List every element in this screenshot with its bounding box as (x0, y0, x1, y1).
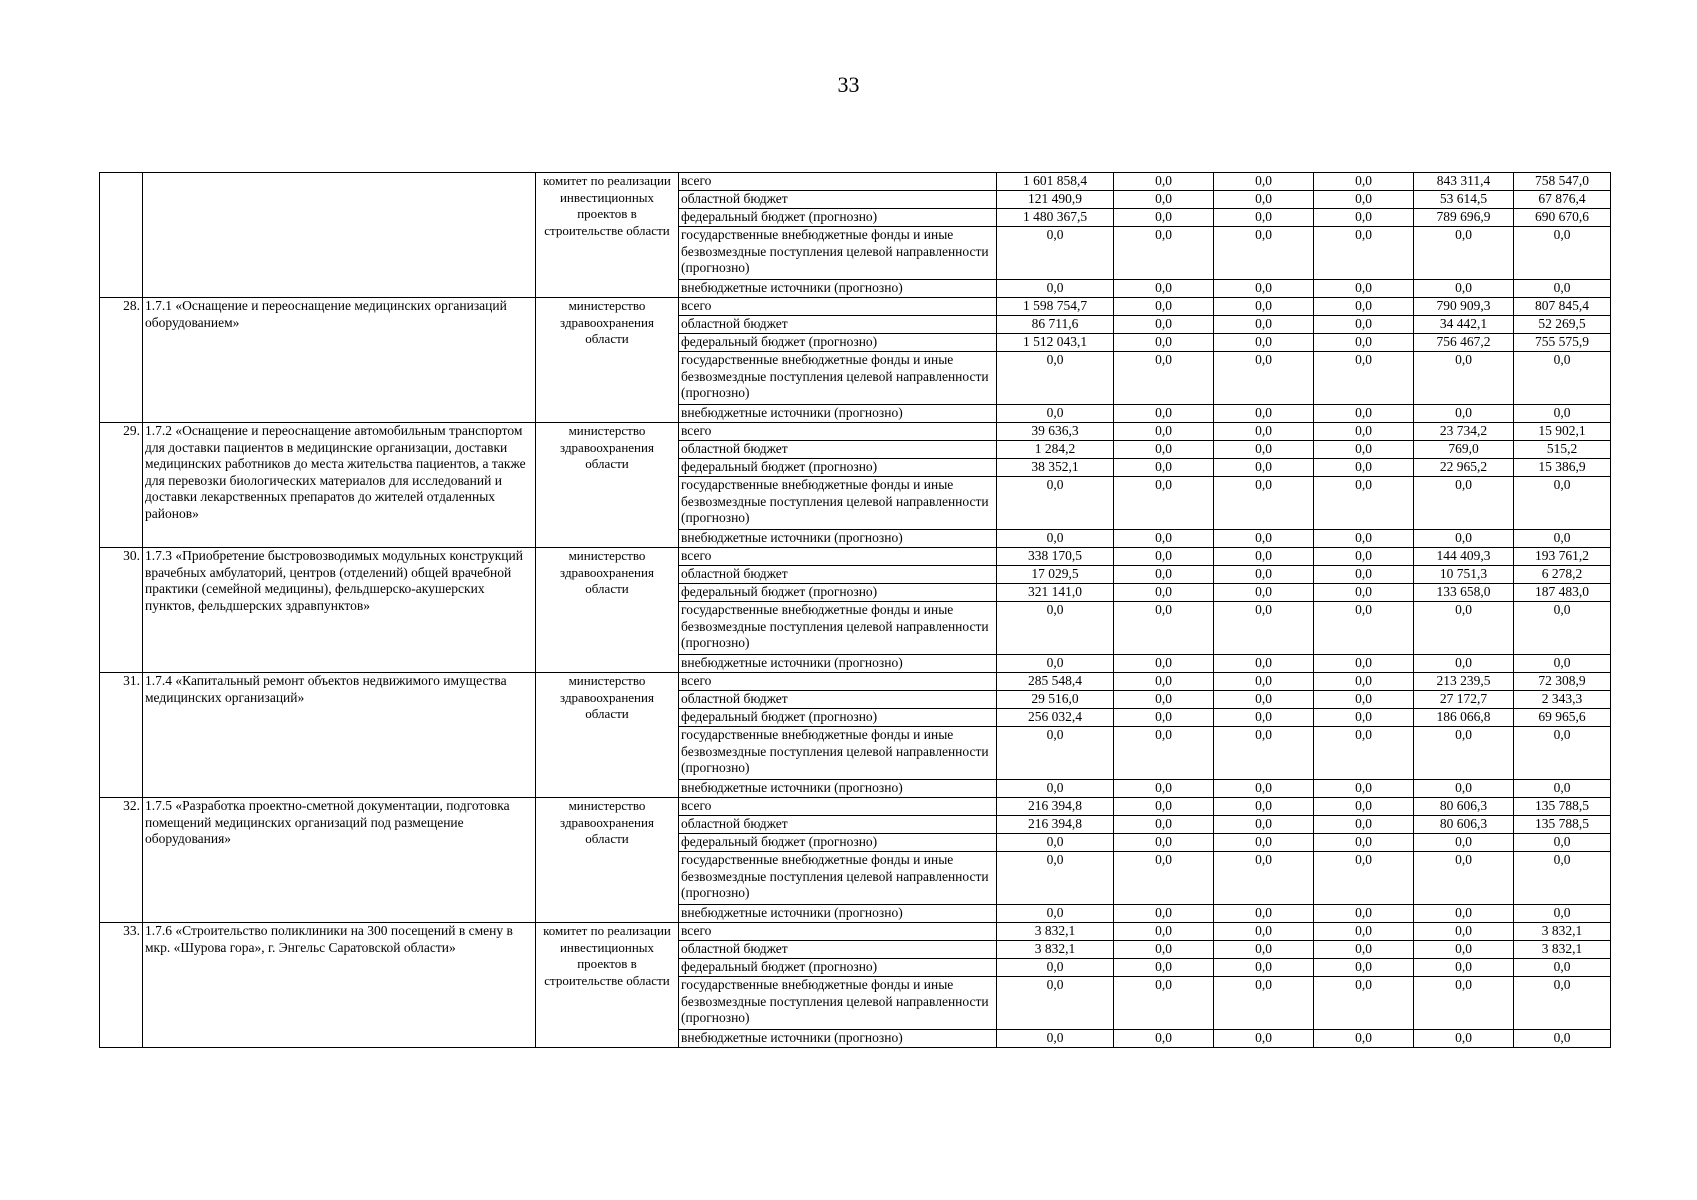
value-year: 22 965,2 (1414, 459, 1514, 477)
funding-source: всего (679, 423, 997, 441)
value-year: 0,0 (1114, 584, 1214, 602)
funding-source: внебюджетные источники (прогнозно) (679, 905, 997, 923)
value-total: 0,0 (997, 477, 1114, 530)
value-year: 0,0 (1114, 548, 1214, 566)
value-year: 0,0 (1414, 655, 1514, 673)
value-year: 0,0 (1314, 780, 1414, 798)
value-year: 0,0 (1514, 405, 1611, 423)
funding-source: областной бюджет (679, 191, 997, 209)
row-number: 31. (100, 673, 143, 798)
value-year: 0,0 (1214, 173, 1314, 191)
funding-source: внебюджетные источники (прогнозно) (679, 280, 997, 298)
funding-source: всего (679, 173, 997, 191)
funding-source: областной бюджет (679, 441, 997, 459)
activity-name: 1.7.2 «Оснащение и переоснащение автомобильным транспортом для доставки пациентов в медицинские организации, доставки медицинских работников до места жительства пациентов, а также для перевозки биологических материалов для исследований и доставки лекарственных препаратов до жителей отдаленных районов» (143, 423, 536, 548)
value-year: 0,0 (1214, 709, 1314, 727)
funding-source: федеральный бюджет (прогнозно) (679, 584, 997, 602)
value-year: 0,0 (1114, 673, 1214, 691)
row-number (100, 173, 143, 298)
row-number: 33. (100, 923, 143, 1048)
value-year: 0,0 (1514, 834, 1611, 852)
value-year: 0,0 (1414, 834, 1514, 852)
value-year: 0,0 (1314, 655, 1414, 673)
value-year: 0,0 (1114, 977, 1214, 1030)
page-number: 33 (837, 72, 860, 97)
value-year: 0,0 (1414, 405, 1514, 423)
row-number: 32. (100, 798, 143, 923)
funding-source: федеральный бюджет (прогнозно) (679, 209, 997, 227)
value-year: 0,0 (1114, 602, 1214, 655)
value-year: 0,0 (1314, 834, 1414, 852)
funding-source: всего (679, 798, 997, 816)
value-year: 0,0 (1514, 905, 1611, 923)
value-year: 53 614,5 (1414, 191, 1514, 209)
table-row (100, 173, 1611, 191)
funding-source: внебюджетные источники (прогнозно) (679, 780, 997, 798)
value-year: 0,0 (1214, 691, 1314, 709)
funding-source: государственные внебюджетные фонды и иные безвозмездные поступления целевой направленности (прогнозно) (679, 852, 997, 905)
activity-name: 1.7.3 «Приобретение быстровозводимых модульных конструкций врачебных амбулаторий, центров (отделений) общей врачебной практики (семейной медицины), фельдшерско-акушерских пунктов, фельдшерских здравпунктов» (143, 548, 536, 673)
value-year: 0,0 (1414, 727, 1514, 780)
value-total: 216 394,8 (997, 798, 1114, 816)
table-row (100, 923, 1611, 941)
value-year: 0,0 (1114, 227, 1214, 280)
value-year: 0,0 (1114, 280, 1214, 298)
funding-source: государственные внебюджетные фонды и иные безвозмездные поступления целевой направленности (прогнозно) (679, 602, 997, 655)
value-year: 0,0 (1114, 423, 1214, 441)
value-total: 0,0 (997, 977, 1114, 1030)
value-year: 0,0 (1214, 566, 1314, 584)
value-year: 0,0 (1314, 548, 1414, 566)
value-year: 0,0 (1514, 227, 1611, 280)
value-year: 0,0 (1414, 923, 1514, 941)
value-year: 0,0 (1114, 727, 1214, 780)
value-year: 0,0 (1114, 298, 1214, 316)
value-year: 0,0 (1214, 530, 1314, 548)
value-total: 0,0 (997, 780, 1114, 798)
value-year: 0,0 (1314, 691, 1414, 709)
value-year: 0,0 (1114, 173, 1214, 191)
value-year: 133 658,0 (1414, 584, 1514, 602)
activity-name: 1.7.1 «Оснащение и переоснащение медицинских организаций оборудованием» (143, 298, 536, 423)
value-year: 187 483,0 (1514, 584, 1611, 602)
executor: комитет по реализации инвестиционных проектов в строительстве области (536, 173, 679, 298)
value-year: 0,0 (1314, 798, 1414, 816)
value-total: 0,0 (997, 280, 1114, 298)
value-year: 515,2 (1514, 441, 1611, 459)
value-year: 15 902,1 (1514, 423, 1611, 441)
executor: министерство здравоохранения области (536, 798, 679, 923)
value-total: 0,0 (997, 227, 1114, 280)
value-year: 0,0 (1314, 959, 1414, 977)
funding-source: внебюджетные источники (прогнозно) (679, 1030, 997, 1048)
executor: комитет по реализации инвестиционных проектов в строительстве области (536, 923, 679, 1048)
row-number: 30. (100, 548, 143, 673)
table-row (100, 798, 1611, 816)
value-year: 0,0 (1314, 423, 1414, 441)
value-year: 0,0 (1214, 852, 1314, 905)
value-year: 0,0 (1114, 405, 1214, 423)
funding-source: государственные внебюджетные фонды и иные безвозмездные поступления целевой направленности (прогнозно) (679, 977, 997, 1030)
funding-source: федеральный бюджет (прогнозно) (679, 834, 997, 852)
value-year: 807 845,4 (1514, 298, 1611, 316)
value-year: 0,0 (1114, 709, 1214, 727)
value-year: 0,0 (1114, 1030, 1214, 1048)
value-year: 0,0 (1114, 852, 1214, 905)
funding-source: федеральный бюджет (прогнозно) (679, 334, 997, 352)
value-year: 6 278,2 (1514, 566, 1611, 584)
funding-source: федеральный бюджет (прогнозно) (679, 459, 997, 477)
value-year: 0,0 (1214, 423, 1314, 441)
funding-source: федеральный бюджет (прогнозно) (679, 709, 997, 727)
value-year: 0,0 (1314, 530, 1414, 548)
value-total: 1 598 754,7 (997, 298, 1114, 316)
value-year: 0,0 (1114, 941, 1214, 959)
value-year: 0,0 (1114, 655, 1214, 673)
value-total: 38 352,1 (997, 459, 1114, 477)
value-year: 0,0 (1414, 905, 1514, 923)
value-year: 0,0 (1314, 584, 1414, 602)
row-number: 29. (100, 423, 143, 548)
value-total: 29 516,0 (997, 691, 1114, 709)
funding-source: областной бюджет (679, 941, 997, 959)
value-year: 0,0 (1314, 905, 1414, 923)
value-year: 0,0 (1214, 923, 1314, 941)
value-year: 0,0 (1314, 709, 1414, 727)
value-year: 0,0 (1114, 816, 1214, 834)
value-year: 0,0 (1214, 959, 1314, 977)
value-year: 0,0 (1214, 1030, 1314, 1048)
value-total: 338 170,5 (997, 548, 1114, 566)
value-year: 52 269,5 (1514, 316, 1611, 334)
value-year: 0,0 (1114, 191, 1214, 209)
value-year: 0,0 (1214, 834, 1314, 852)
funding-source: всего (679, 673, 997, 691)
funding-source: внебюджетные источники (прогнозно) (679, 405, 997, 423)
value-year: 0,0 (1114, 798, 1214, 816)
value-year: 0,0 (1214, 459, 1314, 477)
value-year: 80 606,3 (1414, 816, 1514, 834)
value-total: 0,0 (997, 655, 1114, 673)
value-total: 216 394,8 (997, 816, 1114, 834)
table-row (100, 298, 1611, 316)
value-year: 0,0 (1114, 959, 1214, 977)
funding-source: федеральный бюджет (прогнозно) (679, 959, 997, 977)
value-year: 0,0 (1314, 816, 1414, 834)
value-year: 135 788,5 (1514, 816, 1611, 834)
value-year: 0,0 (1114, 209, 1214, 227)
value-year: 0,0 (1214, 977, 1314, 1030)
value-total: 285 548,4 (997, 673, 1114, 691)
value-year: 758 547,0 (1514, 173, 1611, 191)
value-year: 0,0 (1514, 477, 1611, 530)
value-year: 0,0 (1314, 602, 1414, 655)
funding-source: всего (679, 298, 997, 316)
value-year: 0,0 (1214, 655, 1314, 673)
funding-source: государственные внебюджетные фонды и иные безвозмездные поступления целевой направленности (прогнозно) (679, 477, 997, 530)
funding-source: внебюджетные источники (прогнозно) (679, 530, 997, 548)
value-total: 0,0 (997, 1030, 1114, 1048)
activity-name: 1.7.6 «Строительство поликлиники на 300 посещений в смену в мкр. «Шурова гора», г. Энгельс Саратовской области» (143, 923, 536, 1048)
value-year: 135 788,5 (1514, 798, 1611, 816)
value-total: 1 601 858,4 (997, 173, 1114, 191)
funding-source: государственные внебюджетные фонды и иные безвозмездные поступления целевой направленности (прогнозно) (679, 227, 997, 280)
value-year: 2 343,3 (1514, 691, 1611, 709)
value-total: 1 480 367,5 (997, 209, 1114, 227)
value-year: 0,0 (1514, 727, 1611, 780)
value-year: 0,0 (1514, 977, 1611, 1030)
value-year: 0,0 (1114, 334, 1214, 352)
value-year: 0,0 (1314, 477, 1414, 530)
value-total: 0,0 (997, 352, 1114, 405)
value-year: 23 734,2 (1414, 423, 1514, 441)
value-total: 3 832,1 (997, 923, 1114, 941)
value-year: 0,0 (1414, 1030, 1514, 1048)
value-total: 17 029,5 (997, 566, 1114, 584)
funding-source: областной бюджет (679, 566, 997, 584)
value-total: 0,0 (997, 405, 1114, 423)
value-year: 0,0 (1114, 316, 1214, 334)
table-row (100, 548, 1611, 566)
value-year: 0,0 (1514, 1030, 1611, 1048)
value-year: 27 172,7 (1414, 691, 1514, 709)
value-total: 1 512 043,1 (997, 334, 1114, 352)
value-year: 0,0 (1114, 923, 1214, 941)
executor: министерство здравоохранения области (536, 423, 679, 548)
funding-source: областной бюджет (679, 316, 997, 334)
value-year: 0,0 (1214, 727, 1314, 780)
value-year: 0,0 (1314, 923, 1414, 941)
value-year: 34 442,1 (1414, 316, 1514, 334)
value-year: 0,0 (1414, 227, 1514, 280)
value-year: 0,0 (1414, 477, 1514, 530)
value-total: 0,0 (997, 959, 1114, 977)
value-year: 213 239,5 (1414, 673, 1514, 691)
activity-name (143, 173, 536, 298)
value-year: 0,0 (1114, 691, 1214, 709)
value-total: 86 711,6 (997, 316, 1114, 334)
value-year: 0,0 (1414, 959, 1514, 977)
value-year: 0,0 (1314, 173, 1414, 191)
activity-name: 1.7.5 «Разработка проектно-сметной документации, подготовка помещений медицинских организаций под размещение оборудования» (143, 798, 536, 923)
value-year: 0,0 (1214, 441, 1314, 459)
value-year: 69 965,6 (1514, 709, 1611, 727)
value-year: 0,0 (1314, 334, 1414, 352)
activity-name: 1.7.4 «Капитальный ремонт объектов недвижимого имущества медицинских организаций» (143, 673, 536, 798)
value-year: 67 876,4 (1514, 191, 1611, 209)
value-total: 321 141,0 (997, 584, 1114, 602)
value-year: 0,0 (1214, 316, 1314, 334)
value-year: 789 696,9 (1414, 209, 1514, 227)
value-year: 0,0 (1214, 798, 1314, 816)
value-year: 0,0 (1314, 941, 1414, 959)
value-year: 0,0 (1514, 530, 1611, 548)
value-total: 0,0 (997, 530, 1114, 548)
value-year: 0,0 (1514, 602, 1611, 655)
value-year: 15 386,9 (1514, 459, 1611, 477)
value-year: 0,0 (1414, 941, 1514, 959)
value-year: 0,0 (1114, 459, 1214, 477)
value-year: 0,0 (1414, 852, 1514, 905)
value-year: 0,0 (1314, 405, 1414, 423)
value-year: 3 832,1 (1514, 941, 1611, 959)
value-year: 0,0 (1114, 834, 1214, 852)
value-year: 0,0 (1114, 530, 1214, 548)
value-year: 0,0 (1414, 602, 1514, 655)
table-row (100, 423, 1611, 441)
value-year: 0,0 (1414, 352, 1514, 405)
value-year: 0,0 (1114, 477, 1214, 530)
value-year: 0,0 (1214, 334, 1314, 352)
value-year: 0,0 (1314, 191, 1414, 209)
funding-source: государственные внебюджетные фонды и иные безвозмездные поступления целевой направленности (прогнозно) (679, 727, 997, 780)
funding-source: государственные внебюджетные фонды и иные безвозмездные поступления целевой направленности (прогнозно) (679, 352, 997, 405)
value-year: 755 575,9 (1514, 334, 1611, 352)
value-total: 256 032,4 (997, 709, 1114, 727)
value-year: 0,0 (1314, 727, 1414, 780)
value-year: 0,0 (1314, 852, 1414, 905)
value-year: 0,0 (1314, 298, 1414, 316)
funding-source: всего (679, 548, 997, 566)
budget-table (99, 172, 1611, 1048)
value-year: 0,0 (1214, 209, 1314, 227)
funding-source: областной бюджет (679, 816, 997, 834)
value-year: 0,0 (1214, 352, 1314, 405)
table-row (100, 673, 1611, 691)
value-year: 769,0 (1414, 441, 1514, 459)
value-year: 0,0 (1514, 852, 1611, 905)
value-year: 0,0 (1514, 780, 1611, 798)
value-year: 3 832,1 (1514, 923, 1611, 941)
value-year: 186 066,8 (1414, 709, 1514, 727)
value-year: 843 311,4 (1414, 173, 1514, 191)
value-year: 0,0 (1214, 816, 1314, 834)
value-year: 0,0 (1214, 780, 1314, 798)
executor: министерство здравоохранения области (536, 298, 679, 423)
value-year: 193 761,2 (1514, 548, 1611, 566)
value-total: 121 490,9 (997, 191, 1114, 209)
value-year: 0,0 (1214, 298, 1314, 316)
value-total: 3 832,1 (997, 941, 1114, 959)
value-year: 0,0 (1314, 352, 1414, 405)
value-year: 0,0 (1114, 352, 1214, 405)
value-year: 0,0 (1214, 191, 1314, 209)
value-year: 0,0 (1214, 548, 1314, 566)
value-year: 0,0 (1414, 530, 1514, 548)
value-year: 144 409,3 (1414, 548, 1514, 566)
value-year: 0,0 (1314, 673, 1414, 691)
value-total: 0,0 (997, 852, 1114, 905)
funding-source: внебюджетные источники (прогнозно) (679, 655, 997, 673)
value-year: 0,0 (1314, 1030, 1414, 1048)
row-number: 28. (100, 298, 143, 423)
value-year: 80 606,3 (1414, 798, 1514, 816)
value-year: 0,0 (1214, 602, 1314, 655)
value-year: 0,0 (1314, 227, 1414, 280)
value-year: 0,0 (1114, 905, 1214, 923)
value-year: 0,0 (1514, 280, 1611, 298)
funding-source: областной бюджет (679, 691, 997, 709)
value-year: 0,0 (1314, 977, 1414, 1030)
value-year: 0,0 (1214, 673, 1314, 691)
value-year: 0,0 (1414, 280, 1514, 298)
value-total: 0,0 (997, 905, 1114, 923)
value-year: 0,0 (1214, 905, 1314, 923)
value-year: 0,0 (1114, 441, 1214, 459)
value-year: 0,0 (1314, 280, 1414, 298)
value-year: 0,0 (1414, 780, 1514, 798)
value-year: 10 751,3 (1414, 566, 1514, 584)
value-year: 690 670,6 (1514, 209, 1611, 227)
value-year: 0,0 (1214, 477, 1314, 530)
value-total: 0,0 (997, 602, 1114, 655)
executor: министерство здравоохранения области (536, 673, 679, 798)
funding-source: всего (679, 923, 997, 941)
value-year: 0,0 (1314, 459, 1414, 477)
value-year: 0,0 (1314, 209, 1414, 227)
value-year: 0,0 (1114, 780, 1214, 798)
value-year: 0,0 (1214, 584, 1314, 602)
value-year: 0,0 (1514, 352, 1611, 405)
value-year: 0,0 (1314, 316, 1414, 334)
value-year: 0,0 (1214, 280, 1314, 298)
executor: министерство здравоохранения области (536, 548, 679, 673)
value-year: 756 467,2 (1414, 334, 1514, 352)
value-year: 0,0 (1314, 441, 1414, 459)
value-year: 72 308,9 (1514, 673, 1611, 691)
value-total: 39 636,3 (997, 423, 1114, 441)
value-year: 0,0 (1214, 941, 1314, 959)
value-year: 0,0 (1214, 405, 1314, 423)
value-total: 0,0 (997, 834, 1114, 852)
value-year: 0,0 (1214, 227, 1314, 280)
value-total: 0,0 (997, 727, 1114, 780)
value-total: 1 284,2 (997, 441, 1114, 459)
value-year: 0,0 (1414, 977, 1514, 1030)
value-year: 0,0 (1514, 655, 1611, 673)
value-year: 0,0 (1314, 566, 1414, 584)
value-year: 0,0 (1114, 566, 1214, 584)
value-year: 790 909,3 (1414, 298, 1514, 316)
value-year: 0,0 (1514, 959, 1611, 977)
